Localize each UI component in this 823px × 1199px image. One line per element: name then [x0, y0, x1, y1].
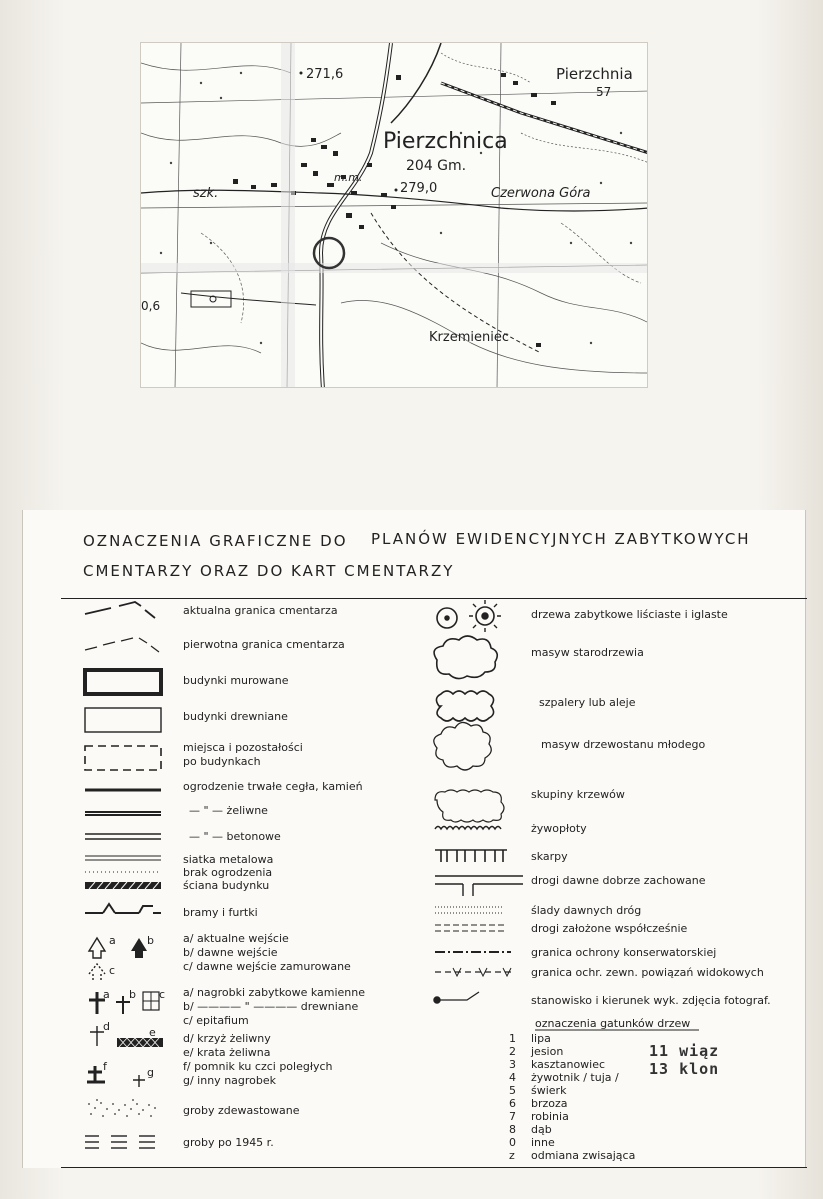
map-label-town: Pierzchnica: [383, 129, 508, 154]
species-num-3: 3: [509, 1058, 516, 1071]
species-name-6: brzoza: [531, 1097, 568, 1110]
species-num-1: 1: [509, 1032, 516, 1045]
letter-a-entrance: a: [109, 934, 116, 947]
species-name-5: świerk: [531, 1084, 567, 1097]
legend-left-17: a/ nagrobki zabytkowe kamienne: [183, 986, 366, 999]
legend-left-22: f/ pomnik ku czci poległych: [183, 1060, 333, 1073]
letter-c-entrance: c: [109, 964, 116, 977]
species-name-1: lipa: [531, 1032, 551, 1045]
map-label-elevation: 204 Gm.: [406, 158, 467, 174]
letter-g-grave: g: [147, 1066, 154, 1079]
legend-left-12: ściana budynku: [183, 879, 270, 892]
map-label-height-57: 57: [596, 85, 612, 99]
legend-right-5: skupiny krzewów: [531, 788, 625, 801]
typed-species-13: 13 klon: [649, 1060, 720, 1078]
species-name-7: robinia: [531, 1110, 569, 1123]
legend-left-7: ogrodzenie trwałe cegła, kamień: [183, 780, 363, 793]
legend-left-16: c/ dawne wejście zamurowane: [183, 960, 351, 973]
legend-right-12: granica ochr. zewn. powiązań widokowych: [531, 966, 764, 979]
legend-right-4: masyw drzewostanu młodego: [541, 738, 706, 751]
map-label-mm: m.m.: [334, 171, 363, 184]
legend-left-18: b/ ———— " ———— drewniane: [183, 1000, 359, 1013]
species-num-7: 7: [509, 1110, 516, 1123]
legend-left-5: miejsca i pozostałości: [183, 741, 303, 754]
species-name-4: żywotnik / tuja /: [531, 1071, 619, 1084]
legend-title-part1: OZNACZENIA GRAFICZNE DO: [83, 532, 348, 550]
letter-e-grave: e: [149, 1026, 156, 1039]
legend-left-10: siatka metalowa: [183, 853, 274, 866]
legend-left-8: — " — żeliwne: [189, 804, 268, 817]
legend-left-6: po budynkach: [183, 755, 261, 768]
legend-right-13: stanowisko i kierunek wyk. zdjęcia fotograf.: [531, 994, 771, 1007]
species-num-5: 5: [509, 1084, 516, 1097]
legend-right-2: masyw starodrzewia: [531, 646, 644, 659]
species-title: oznaczenia gatunków drzew: [535, 1017, 691, 1030]
legend-right-1: drzewa zabytkowe liściaste i iglaste: [531, 608, 728, 621]
legend-right-10: drogi założone współcześnie: [531, 922, 688, 935]
letter-a-grave: a: [103, 988, 110, 1001]
legend-left-1: aktualna granica cmentarza: [183, 604, 338, 617]
map-label-krzemieniec: Krzemieniec: [429, 330, 509, 345]
letter-b-grave: b: [129, 988, 136, 1001]
letter-d-grave: d: [103, 1020, 110, 1033]
letter-f-grave: f: [103, 1060, 107, 1073]
species-name-8: dąb: [531, 1123, 552, 1136]
map-label-pierzchnica-top: Pierzchnia: [556, 65, 633, 83]
legend-right-11: granica ochrony konserwatorskiej: [531, 946, 717, 959]
species-name-3: kasztanowiec: [531, 1058, 606, 1071]
species-num-6: 6: [509, 1097, 516, 1110]
legend-left-3: budynki murowane: [183, 674, 289, 687]
species-name-10: odmiana zwisająca: [531, 1149, 636, 1162]
legend-right-3: szpalery lub aleje: [539, 696, 636, 709]
species-num-9: 0: [509, 1136, 516, 1149]
legend-left-14: a/ aktualne wejście: [183, 932, 289, 945]
legend-left-24: groby zdewastowane: [183, 1104, 300, 1117]
map-label-szk: szk.: [193, 186, 219, 201]
legend-left-20: d/ krzyż żeliwny: [183, 1032, 271, 1045]
legend-left-15: b/ dawne wejście: [183, 946, 278, 959]
legend-left-21: e/ krata żeliwna: [183, 1046, 271, 1059]
species-name-2: jesion: [531, 1045, 564, 1058]
map-label-height-06: 0,6: [141, 299, 161, 313]
legend-sheet: [22, 510, 806, 1168]
legend-left-13: bramy i furtki: [183, 906, 258, 919]
map-label-height-279: 279,0: [400, 181, 438, 196]
species-num-8: 8: [509, 1123, 516, 1136]
legend-right-6: żywopłoty: [531, 822, 587, 835]
legend-left-4: budynki drewniane: [183, 710, 288, 723]
species-name-9: inne: [531, 1136, 555, 1149]
map-drawing: [141, 43, 648, 388]
letter-b-entrance: b: [147, 934, 154, 947]
legend-title-line2: CMENTARZY ORAZ DO KART CMENTARZY: [83, 562, 455, 580]
legend-left-9: — " — betonowe: [189, 830, 281, 843]
legend-left-19: c/ epitafium: [183, 1014, 249, 1027]
species-num-2: 2: [509, 1045, 516, 1058]
legend-right-8: drogi dawne dobrze zachowane: [531, 874, 706, 887]
species-num-10: z: [509, 1149, 515, 1162]
legend-left-25: groby po 1945 r.: [183, 1136, 274, 1149]
map-label-czerwona-gora: Czerwona Góra: [491, 186, 591, 201]
map-label-height-271: 271,6: [306, 67, 344, 82]
legend-left-23: g/ inny nagrobek: [183, 1074, 277, 1087]
legend-left-2: pierwotna granica cmentarza: [183, 638, 345, 651]
typed-species-11: 11 wiąz: [649, 1042, 720, 1060]
letter-c-grave: c: [159, 988, 166, 1001]
topographic-map: [140, 42, 648, 388]
legend-left-11: brak ogrodzenia: [183, 866, 273, 879]
species-num-4: 4: [509, 1071, 516, 1084]
legend-right-9: ślady dawnych dróg: [531, 904, 642, 917]
legend-right-7: skarpy: [531, 850, 568, 863]
legend-title-part2: PLANÓW EWIDENCYJNYCH ZABYTKOWYCH: [371, 530, 751, 548]
